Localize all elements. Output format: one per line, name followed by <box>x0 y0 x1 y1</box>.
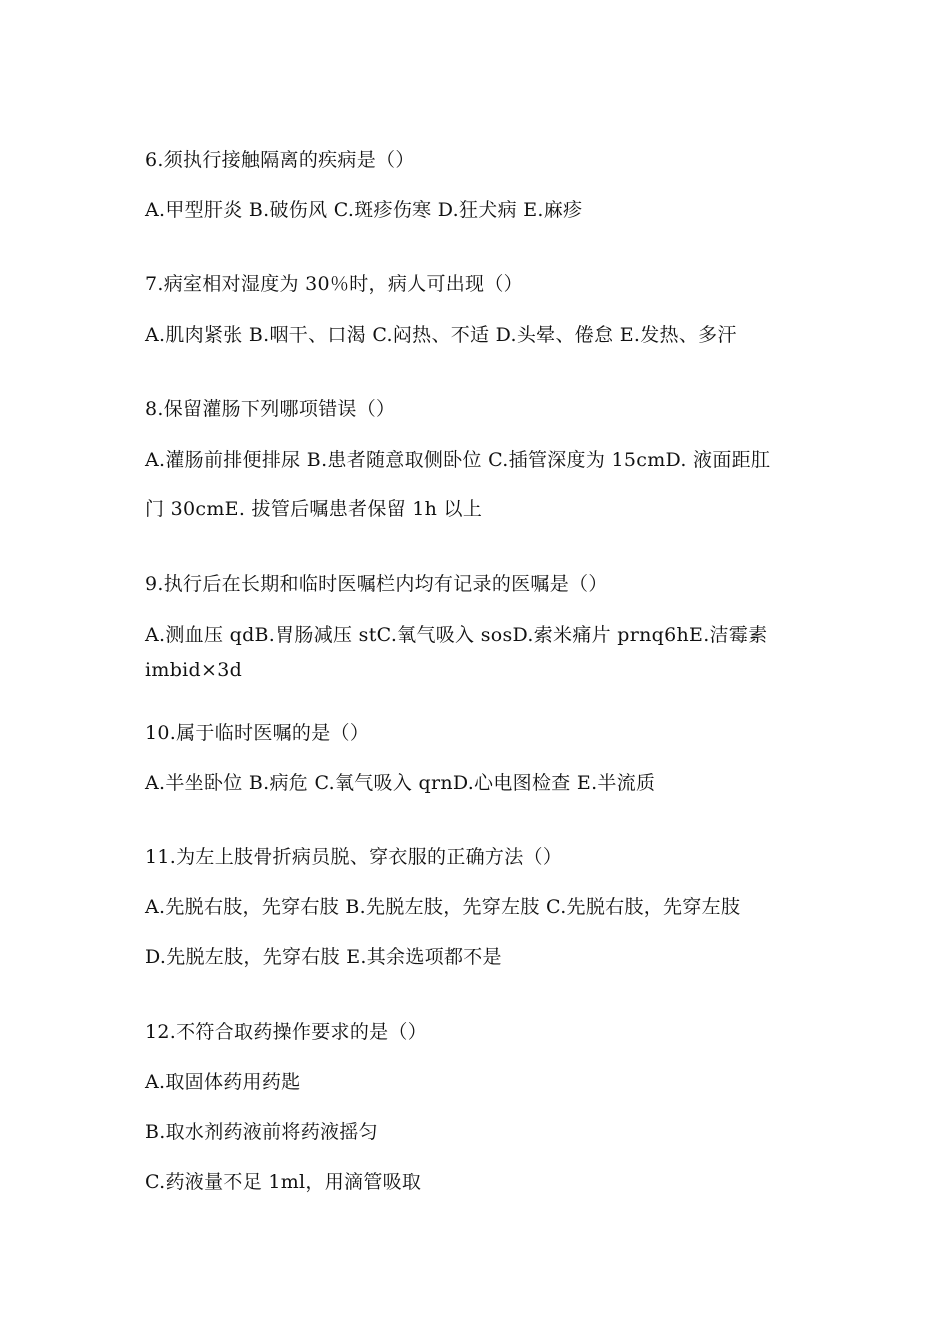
question-9-options-line-2: imbid×3d <box>145 659 243 681</box>
question-9-stem: 9.执行后在长期和临时医嘱栏内均有记录的医嘱是（） <box>145 573 608 595</box>
question-11-stem: 11.为左上肢骨折病员脱、穿衣服的正确方法（） <box>145 846 563 868</box>
question-8-options-line-1: A.灌肠前排便排尿 B.患者随意取侧卧位 C.插管深度为 15cmD. 液面距肛 <box>145 449 771 471</box>
question-12-option-b: B.取水剂药液前将药液摇匀 <box>145 1121 378 1143</box>
question-10-stem: 10.属于临时医嘱的是（） <box>145 722 370 744</box>
question-8-options-line-2: 门 30cmE. 拔管后嘱患者保留 1h 以上 <box>145 498 483 520</box>
question-11-options-line-2: D.先脱左肢，先穿右肢 E.其余选项都不是 <box>145 946 502 968</box>
question-9-options-line-1: A.测血压 qdB.胃肠减压 stC.氧气吸入 sosD.索米痛片 prnq6hE.洁霉素 <box>145 624 768 646</box>
question-8-stem: 8.保留灌肠下列哪项错误（） <box>145 398 396 420</box>
question-7-options: A.肌肉紧张 B.咽干、口渴 C.闷热、不适 D.头晕、倦怠 E.发热、多汗 <box>145 324 737 346</box>
question-12-stem: 12.不符合取药操作要求的是（） <box>145 1021 428 1043</box>
question-7-stem: 7.病室相对湿度为 30％时，病人可出现（） <box>145 273 523 295</box>
question-6-stem: 6.须执行接触隔离的疾病是（） <box>145 149 415 171</box>
question-12-option-a: A.取固体药用药匙 <box>145 1071 301 1093</box>
question-10-options: A.半坐卧位 B.病危 C.氧气吸入 qrnD.心电图检查 E.半流质 <box>145 772 656 794</box>
question-6-options: A.甲型肝炎 B.破伤风 C.斑疹伤寒 D.狂犬病 E.麻疹 <box>145 199 583 221</box>
question-11-options-line-1: A.先脱右肢，先穿右肢 B.先脱左肢，先穿左肢 C.先脱右肢，先穿左肢 <box>145 896 741 918</box>
question-12-option-c: C.药液量不足 1ml，用滴管吸取 <box>145 1171 422 1193</box>
